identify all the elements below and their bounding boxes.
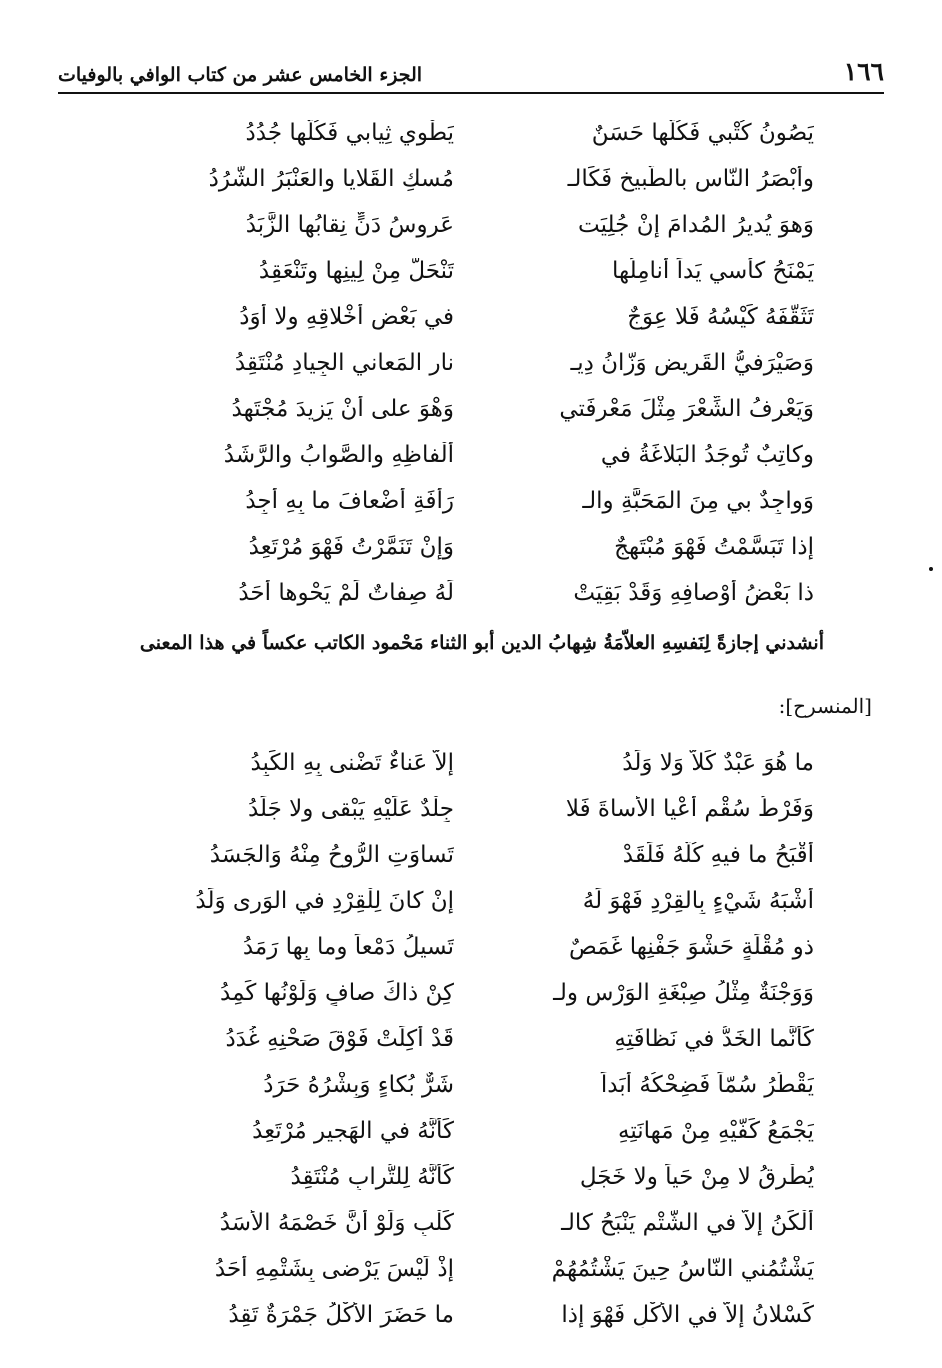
verse-line <box>0 304 942 348</box>
first-hemistich: يُطْرِقُ لا مِنْ حَياً ولا خَجَلٍ <box>579 1164 814 1190</box>
second-hemistich: تَنْحَلُّ مِنْ لِينِها وتَنْعَقِدُ <box>258 258 454 284</box>
first-hemistich: وَفَرْطُ سُقْمٍ أَعْيا الأُساةَ فَلا <box>565 796 814 822</box>
running-title: الجزء الخامس عشر من كتاب الوافي بالوفيات <box>58 64 423 86</box>
verse-line <box>0 534 942 578</box>
first-hemistich: كَأَنَّما الخَدُّ في نَظافَتِهِ <box>614 1026 814 1052</box>
scan-speck <box>929 567 933 571</box>
second-hemistich: كِنْ ذاكَ صافٍ وَلَوْنُها كَمِدُ <box>220 980 454 1006</box>
first-hemistich: يَمْنَحُ كأسي يَداً أَنامِلُها <box>611 258 814 284</box>
page-number: ١٦٦ <box>843 57 884 86</box>
first-hemistich: وَوَجْنَةٌ مِثْلُ صِبْغَةِ الوَرْسِ ولـ <box>553 980 814 1006</box>
first-hemistich: وَواجِدٌ بي مِنَ المَحَبَّةِ والـ <box>582 488 814 514</box>
second-hemistich: إلاّ عَناءٌ تَضْنى بِهِ الكَبِدُ <box>250 750 454 776</box>
first-hemistich: ذو مُقْلَةٍ حَشْوَ جَفْنِها غَمَصٌ <box>568 934 814 960</box>
second-hemistich: ما حَضَرَ الأَكْلُ جَمْرَةٌ تَقِدُ <box>228 1302 454 1328</box>
verse-line <box>0 1256 942 1300</box>
verse-line <box>0 934 942 978</box>
second-hemistich: وَهْوَ على أَنْ يَزيدَ مُجْتَهِدُ <box>231 396 454 422</box>
verse-line <box>0 396 942 440</box>
first-hemistich: وَيَعْرِفُ الشِّعْرَ مِثْلَ مَعْرِفَتي <box>559 396 814 422</box>
second-hemistich: أَلْفاظِهِ والصَّوابُ والرَّشَدُ <box>223 442 454 468</box>
verse-line <box>0 1026 942 1070</box>
first-hemistich: ما هُوَ عَبْدٌ كَلاٌّ وَلا وَلَدُ <box>622 750 814 776</box>
second-hemistich: كَلْبِ وَلَوْ أَنَّ خَصْمَهُ الأَسَدُ <box>219 1210 454 1236</box>
second-hemistich: تَساوَتِ الرُّوحُ مِنْهُ وَالجَسَدُ <box>209 842 454 868</box>
verse-line <box>0 796 942 840</box>
verse-line <box>0 580 942 624</box>
first-hemistich: وَصَيْرَفيُّ القَريضِ وَزّانُ دِيـ <box>570 350 814 376</box>
second-hemistich: في بَعْضِ أَخْلاقِهِ ولا أَوَدُ <box>239 304 454 330</box>
second-hemistich: نارِ المَعاني الجِيادِ مُنْتَقِدُ <box>234 350 454 376</box>
first-hemistich: وكاتِبٌ تُوجَدُ البَلاغَةُ في <box>600 442 814 468</box>
first-hemistich: وأَبْصَرُ النّاسِ بالطَّبيخِ فَكَالـ <box>567 166 814 192</box>
second-hemistich: رَأْفَةِ أَضْعافَ ما بِهِ أَجِدُ <box>245 488 454 514</box>
verse-line <box>0 1210 942 1254</box>
verse-line <box>0 842 942 886</box>
verse-line <box>0 1302 942 1346</box>
second-hemistich: عَروسُ دَنٍّ نِقابُها الزَّبَدُ <box>245 212 454 238</box>
verse-line <box>0 442 942 486</box>
second-hemistich: إنْ كانَ لِلْقِرْدِ في الوَرى وَلَدُ <box>195 888 454 914</box>
second-hemistich: وَإنْ تَنَمَّرْتُ فَهْوَ مُرْتَعِدُ <box>248 534 454 560</box>
first-hemistich: أَقْبَحُ ما فيهِ كُلُّهُ فَلَقَدْ <box>622 842 814 868</box>
verse-line <box>0 258 942 302</box>
first-hemistich: وَهوَ يُديرُ المُدامَ إنْ جُلِيَت <box>578 212 814 238</box>
verse-line <box>0 212 942 256</box>
first-hemistich: يَصُونُ كُتْبي فَكُلُّها حَسَنٌ <box>591 120 814 146</box>
first-hemistich: تَثَقَّفَهُ كَيْسُهُ فَلا عِوَجٌ <box>627 304 814 330</box>
verse-line <box>0 980 942 1024</box>
first-hemistich: يَقْطُرُ سُمّاً فَضِحْكُهُ أَبَداً <box>600 1072 814 1098</box>
first-hemistich: يَشْتُمُني النّاسُ حِينَ يَشْتُمُهُمْ <box>551 1256 814 1282</box>
second-hemistich: قَدْ أُكِلَتْ فَوْقَ صَحْنِهِ غُدَدُ <box>225 1026 454 1052</box>
first-hemistich: أَشْبَهُ شَيْءٍ بِالقِرْدِ فَهْوَ لَهُ <box>582 888 814 914</box>
second-hemistich: لَهُ صِفاتٌ لَمْ يَحْوِها أَحَدُ <box>238 580 454 606</box>
verse-line <box>0 888 942 932</box>
second-hemistich: جِلْدٌ عَلَيْهِ يَبْقى ولا جَلَدُ <box>247 796 454 822</box>
first-hemistich: ذا بَعْضُ أَوْصافِهِ وَقَدْ بَقِيَتْ <box>573 580 814 606</box>
first-hemistich: إذا تَبَسَّمْتُ فَهْوَ مُبْتَهِجٌ <box>614 534 814 560</box>
verse-line <box>0 1072 942 1116</box>
page-header <box>58 52 884 94</box>
verse-line <box>0 120 942 164</box>
meter-label: [المنسرح]: <box>778 694 872 718</box>
second-hemistich: شَرٌّ بُكاءٍ وَبِشْرُهُ حَرَدُ <box>263 1072 454 1098</box>
first-hemistich: أَلْكَنُ إلاّ في الشَّتْمِ يَنْبَحُ كالـ <box>561 1210 814 1236</box>
second-hemistich: إذْ لَيْسَ يَرْضى بِشَتْمِهِ أَحَدُ <box>214 1256 454 1282</box>
verse-line <box>0 166 942 210</box>
second-hemistich: كَأَنَّهُ في الهَجيرِ مُرْتَعِدُ <box>252 1118 454 1144</box>
first-hemistich: كَسْلانُ إلاّ في الأَكْلِ فَهْوَ إذا <box>561 1302 814 1328</box>
verse-line <box>0 350 942 394</box>
verse-line <box>0 488 942 532</box>
prose-introduction: أنشدني إجازةً لِنَفسِهِ العلاّمَةُ شِهابُ الدين أبو الثناء مَحْمود الكاتب عكساً في هذا المعنى <box>139 632 824 654</box>
verse-line <box>0 1164 942 1208</box>
second-hemistich: يَطْوي ثِيابي فَكُلُّها جُدُدُ <box>245 120 454 146</box>
second-hemistich: تَسيلُ دَمْعاً وما بِها رَمَدُ <box>242 934 454 960</box>
second-hemistich: مُسكِ القَلايا والعَنْبَرُ الشَّرُدُ <box>208 166 454 192</box>
second-hemistich: كَأَنَّهُ لِلتُّرابِ مُنْتَقِدُ <box>290 1164 454 1190</box>
verse-line <box>0 1118 942 1162</box>
first-hemistich: يَجْمَعُ كَفَّيْهِ مِنْ مَهانَتِهِ <box>617 1118 814 1144</box>
verse-line <box>0 750 942 794</box>
